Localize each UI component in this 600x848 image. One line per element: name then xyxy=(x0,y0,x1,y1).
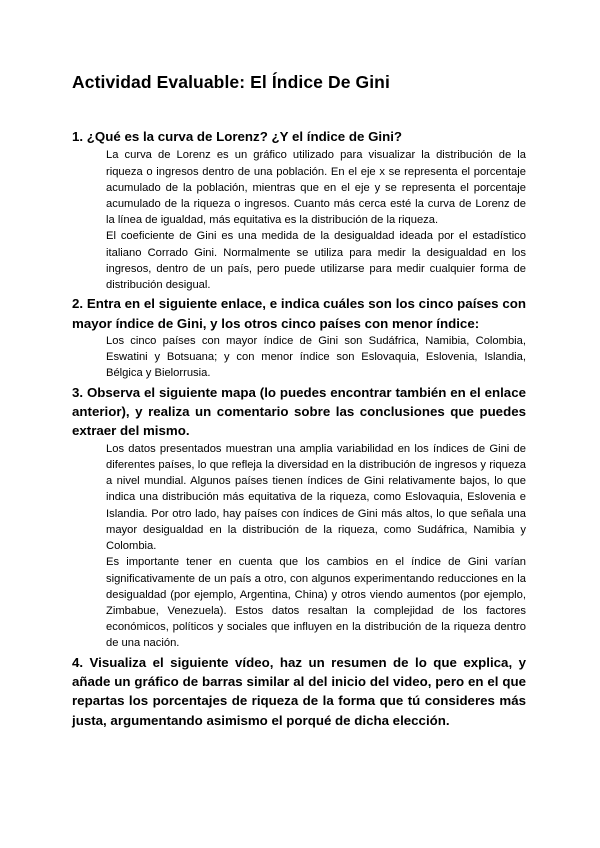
section-2 xyxy=(72,294,526,381)
question-4: 4. Visualiza el siguiente vídeo, haz un resumen de lo que explica, y añade un gráfico de barras similar al del inicio del video, pero en el que repartas los porcentajes de riqueza de la forma que tú consideres más justa, argumentando asimismo el porqué de dicha elección. xyxy=(72,654,526,728)
section-1 xyxy=(72,127,526,293)
answer-3-paragraph-2: Es importante tener en cuenta que los cambios en el índice de Gini varían significativamente de un país a otro, con algunos experimentando reducciones en la desigualdad (por ejemplo, Argentina, China) y otros viendo aumentos (por ejemplo, Zimbabue, Venezuela). Estos datos resaltan la complejidad de los factores económicos, políticos y sociales que influyen en la distribución de la riqueza dentro de una nación. xyxy=(106,556,526,650)
answer-2 xyxy=(106,333,526,382)
page-title: Actividad Evaluable: El Índice De Gini xyxy=(72,72,390,92)
answer-2-paragraph-1: Los cinco países con mayor índice de Gini son Sudáfrica, Namibia, Colombia, Eswatini y Botsuana; y con menor índice son Eslovaquia, Eslovenia, Islandia, Bélgica y Bielorrusia. xyxy=(106,335,526,380)
answer-1-paragraph-2: El coeficiente de Gini es una medida de la desigualdad ideada por el estadístico italiano Corrado Gini. Normalmente se utiliza para medir la desigualdad en los ingresos, dentro de un país, pero puede utilizarse para medir cualquier forma de distribución desigual. xyxy=(106,230,526,292)
answer-1-paragraph-1: La curva de Lorenz es un gráfico utilizado para visualizar la distribución de la riqueza o ingresos dentro de una población. En el eje x se representa el porcentaje acumulado de la población, mientras que en el eje y se representa el porcentaje acumulado de la riqueza o ingresos. Cuanto más cerca esté la curva de Lorenz de la línea de igualdad, más equitativa es la distribución de la riqueza. xyxy=(106,149,526,227)
question-2: 2. Entra en el siguiente enlace, e indica cuáles son los cinco países con mayor índice de Gini, y los otros cinco países con menor índice: xyxy=(72,296,526,331)
answer-3-paragraph-1: Los datos presentados muestran una amplia variabilidad en los índices de Gini de diferentes países, lo que refleja la diversidad en la distribución de ingresos y riqueza a nivel mundial. Algunos países tienen índices de Gini relativamente bajos, lo que indica una distribución más equitativa de la riqueza, como Eslovaquia, Eslovenia e Islandia. Por otro lado, hay países con índices de Gini más altos, lo que señala una mayor desigualdad en la distribución de la riqueza, como Sudáfrica, Namibia y Colombia. xyxy=(106,442,526,553)
answer-3 xyxy=(106,441,526,652)
question-1: 1. ¿Qué es la curva de Lorenz? ¿Y el índice de Gini? xyxy=(72,129,403,144)
answer-1 xyxy=(106,147,526,293)
question-3: 3. Observa el siguiente mapa (lo puedes encontrar también en el enlace anterior), y realiza un comentario sobre las conclusiones que puedes extraer del mismo. xyxy=(72,384,526,439)
section-3 xyxy=(72,383,526,652)
section-4 xyxy=(72,653,526,731)
